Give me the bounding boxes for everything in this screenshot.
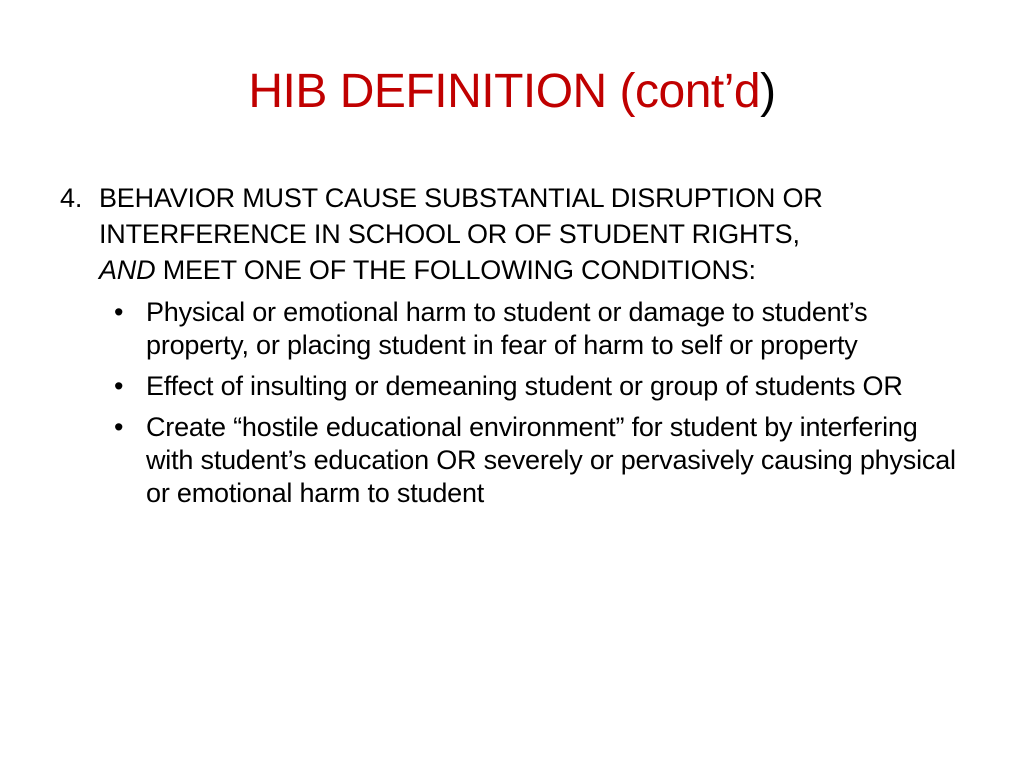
- point-number: 4.: [60, 183, 83, 213]
- bullet-dot-icon: •: [114, 412, 124, 442]
- slide-title-text: HIB DEFINITION (cont’d: [248, 65, 761, 118]
- point-emphasis: AND: [99, 255, 156, 285]
- condition-text: Physical or emotional harm to student or damage to student’s property, or placing student in fear of harm to self or property: [146, 297, 868, 360]
- slide-title-closing-paren: ): [760, 65, 776, 118]
- condition-text: Effect of insulting or demeaning student or group of students OR: [146, 371, 903, 401]
- condition-text: Create “hostile educational environment” for student by interfering with student’s education OR severely or pervasively causing physical or emotional harm to student: [146, 412, 956, 508]
- point-text-line1: BEHAVIOR MUST CAUSE SUBSTANTIAL DISRUPTION OR INTERFERENCE IN SCHOOL OR OF STUDENT RIGHTS,: [99, 183, 823, 249]
- condition-list: [60, 296, 970, 510]
- condition-item: [60, 296, 970, 362]
- condition-item: [60, 411, 970, 510]
- slide-title: [0, 62, 1024, 122]
- bullet-dot-icon: •: [114, 297, 124, 327]
- condition-item: [60, 370, 970, 403]
- bullet-dot-icon: •: [114, 371, 124, 401]
- slide-content: [60, 180, 970, 518]
- point-text-line2: MEET ONE OF THE FOLLOWING CONDITIONS:: [155, 255, 756, 285]
- numbered-point: [60, 180, 970, 288]
